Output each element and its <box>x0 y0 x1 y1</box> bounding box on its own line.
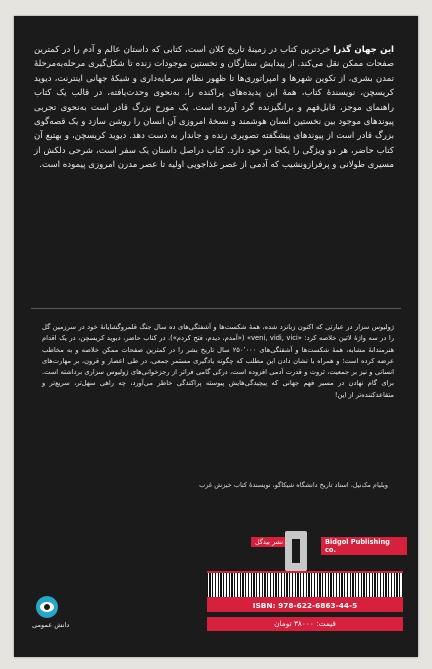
book-blurb <box>34 43 394 173</box>
isbn-label: ISBN: 978-622-6863-44-5 <box>207 599 403 612</box>
book-title-lead: این جهان گذرا <box>333 45 394 55</box>
eye-pupil <box>44 604 50 610</box>
series-label: دانش عمومی <box>32 621 70 629</box>
blurb-text: خردترین کتاب در زمینهٔ تاریخ کلان است، کتابی که داستان عالم و آدم را در کمترین صفحات ممکن نقل می‌کند. از پیدایش ستارگان و نخستین موجودات زنده تا شکل‌گیری مرحله‌به‌مرحلهٔ تمدن بشری، از تکوین شهرها و امپراتوری‌ها تا ظهور نظام سرمایه‌داری و شبکهٔ جهانی اینترنت، دیوید کریسچن، نویسندهٔ کتاب، همهٔ این پدیده‌های پراکنده را، به‌نحوی وحدت‌یافته، در قالب یک کتاب راهنمای موجز، قابل‌فهم و برانگیزنده گرد آورده است. یک مورخ بزرگ قادر است به‌نحوی تجربی پیوندهای موجود بین نخستین انسان هوشمند و نسخهٔ امروزی آن انسان را روشن سازد و یک قصه‌گوی بزرگ قادر است از پیوندهای پیشگفته تصویری زنده و جاندار به دست دهد. دیوید کریسچن، و بهتبع آن کتاب حاضر، هر دو ویژگی را یکجا در خود دارد. کتاب دراصل داستان یک سفر است، شرحی دلکش از مسیری طولانی و پرفرازونشیب که آدمی از عصر غذاجویی اولیه تا عصر مدرن امروزی پیموده است. <box>34 45 394 171</box>
latin-phrase: veni, vidi, vici <box>251 334 298 343</box>
review-text-part1: ژولیوس سزار در عبارتی که اکنون زبانزد شده، همهٔ شکست‌ها و آشفتگی‌های ده سال جنگ قلمروگشایانهٔ خود در سرزمین گل را در سه واژهٔ لاتین خلاصه کرد: « <box>42 323 394 343</box>
review-text-part2: » («آمدم، دیدم، فتح کردم»). در کتاب حاضر، دیوید کریسچن، در یک اقدام هنرمندانهٔ مشابه، همهٔ شکست‌ها و آشفتگی‌های ۲۵۰٬۰۰۰ سال تاریخ بشر را در کمترین صفحات ممکن خلاصه و به مخاطب عرضه کرده است؛ و همراه با نشان دادن این مطلب که چگونه یادگیری مستمر جمعی، در طی اعصار و قرون، بر مهارت‌های انسانی و نیز بر جمعیت، ثروت و قدرت آدمی افزوده است، درکی گامی فراتر از رجزخوانی‌های ژولیوس سزاری برداشته است. برای گام نهادن در مسیر فهم جهانی که پیچیدگی‌هایش پیوسته پراکندگی خاطر می‌آورد، چه راهی سهل‌تر، سریع‌تر و متقاعدکننده‌تر از این! <box>42 334 395 399</box>
book-back-cover <box>14 16 418 657</box>
eye-icon <box>36 596 58 618</box>
review-attribution: ویلیام مک‌نیل، استاد تاریخ دانشگاه شیکاگو، نویسندهٔ کتاب خیزش غرب <box>199 481 388 489</box>
publisher-name-en: Bidgol Publishing co. <box>321 537 407 555</box>
publisher-block <box>205 529 407 635</box>
publisher-logo-icon <box>285 531 307 571</box>
barcode-icon <box>207 571 403 599</box>
review-quote <box>42 322 394 401</box>
section-divider <box>31 308 401 309</box>
price-label: قیمت: ۳۸۰۰۰ تومان <box>207 617 403 631</box>
publisher-name-fa: نشر بیدگل <box>251 537 287 547</box>
